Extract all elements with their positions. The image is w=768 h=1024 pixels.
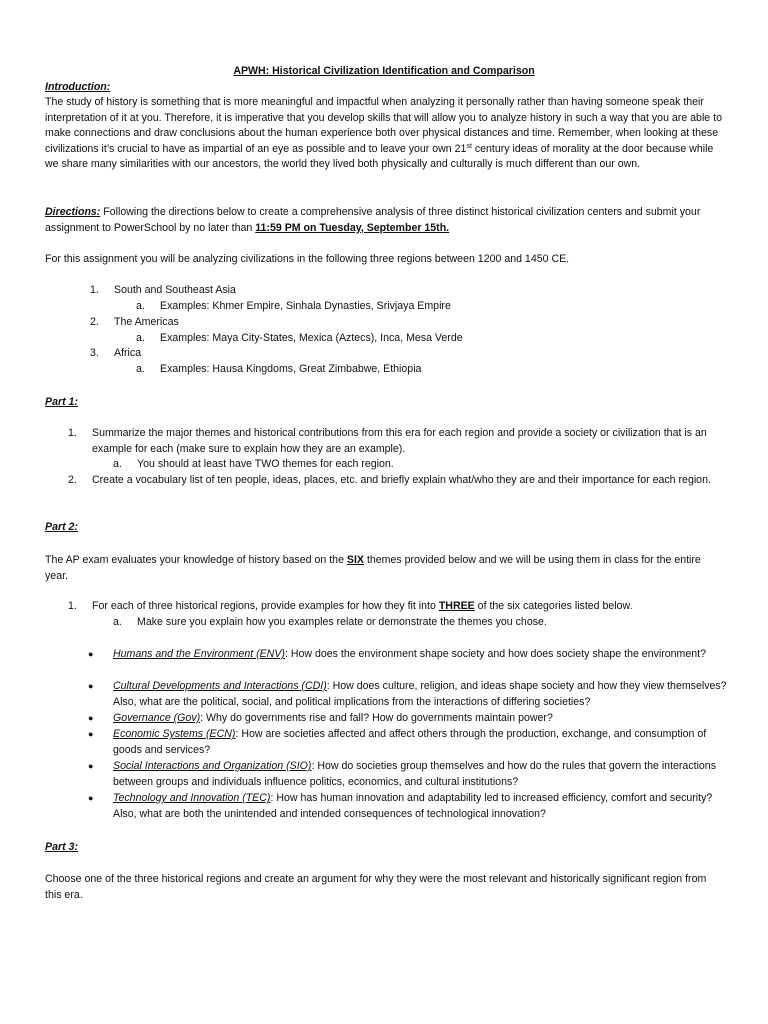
part1-item: 2. Create a vocabulary list of ten people, ideas, places, etc. and briefly explain what/who they are and their importance for each region. [68,474,711,486]
region-examples: a. Examples: Khmer Empire, Sinhala Dynasties, Srivjaya Empire [136,300,451,312]
region-item: 3. Africa [90,347,142,359]
directions-heading: Directions: [45,206,101,218]
part2-paragraph: The AP exam evaluates your knowledge of history based on the SIX themes provided below and we will be using them in class for the entire year. [45,554,701,582]
bullet-icon: ● [88,681,94,691]
bullet-icon: ● [88,729,94,739]
intro-paragraph: The study of history is something that is more meaningful and impactful when analyzing it personally rather than having someone speak their interpretation of it at you. Therefore, it is imperative that you develop skills that will allow you to analyze history in such a way that you are able to make connections and draw conclusions about the human experience both over physical distances and time. Remember, when looking at these civilizations it’s crucial to have as impartial of an eye as possible and to leave your own 21st century ideas of morality at the door because while we share many similarities with our ancestors, the world they lived both physically and culturally is much different than our own. [45,96,722,171]
bullet-icon: ● [88,793,94,803]
region-item: 1. South and Southeast Asia [90,284,236,296]
bullet-icon: ● [88,649,94,659]
part3-heading: Part 3: [45,841,78,853]
part2-subitem: a. Make sure you explain how you examples relate or demonstrate the themes you chose. [113,616,547,628]
region-examples: a. Examples: Maya City-States, Mexica (Aztecs), Inca, Mesa Verde [136,332,463,344]
intro-heading: Introduction: [45,81,111,93]
deadline: 11:59 PM on Tuesday, September 15th. [255,221,450,234]
region-examples: a. Examples: Hausa Kingdoms, Great Zimbabwe, Ethiopia [136,363,422,375]
regions-intro: For this assignment you will be analyzing civilizations in the following three regions between 1200 and 1450 CE. [45,253,570,265]
part1-item: 1. Summarize the major themes and historical contributions from this era for each region and provide a society or civilization that is an example for each (make sure to explain how they are an example). [68,427,707,455]
part3-paragraph: Choose one of the three historical regions and create an argument for why they were the most relevant and historically significant region from this era. [45,873,707,901]
part2-item: 1. For each of three historical regions, provide examples for how they fit into THREE of the six categories listed below. [68,600,633,612]
bullet-icon: ● [88,713,94,723]
part2-heading: Part 2: [45,521,78,533]
bullet-icon: ● [88,761,94,771]
document-page: APWH: Historical Civilization Identification and Comparison Introduction: The study of history is something that is more meaningful and impactful when analyzing it personally rather than having someone speak their interpretation of it at you. Therefore, it is imperative that you develop skills that will allow you to analyze history in such a way that you are able to make connections and draw conclusions about the human experience both over physical distances and time. Remember, when looking at these civilizations it’s crucial to have as impartial of an eye as possible and to leave your own 21st century ideas of morality at the door because while we share many similarities with our ancestors, the world they lived both physically and culturally is much different than our own. Directions: Following the directions below to create a comprehensive analysis of three distinct historical civilization centers and submit your assignment to PowerSchool by no later than 11:59 PM on Tuesday, September 15th. For this assignment you will be analyzing civilizations in the following three regions between 1200 and 1450 CE. 1. South and Southeast Asia a. Examples: Khmer Empire, Sinhala Dynasties, Srivjaya Empire 2. The Americas a. Examples: Maya City-States, Mexica (Aztecs), Inca, Mesa Verde 3. Africa a. Examples: Hausa Kingdoms, Great Zimbabwe, Ethiopia Part 1: 1. Summarize the major themes and historical contributions from this era for each region and provide a society or civilization that is an example for each (make sure to explain how they are an example). a. You should at least have TWO themes for each region. 2. Create a vocabulary list of ten people, ideas, places, etc. and briefly explain what/who they are and their importance for each region. Part 2: The AP exam evaluates your knowledge of history based on the SIX themes provided below and we will be using them in class for the entire year. 1. For each of three historical regions, provide examples for how they fit into THREE of the six categories listed below. a. Make sure you explain how you examples relate or demonstrate the themes you chose. ● Humans and the Environment (ENV): How does the environment shape society and how does society shape the environment? ● Cultural Developments and Interactions (CDI): How does culture, religion, and ideas shape society and how they view themselves? Also, what are the political, social, and political implications from the interactions of differing societies? ● Governance (Gov): Why do governments rise and fall? How do governments maintain power? ● Economic Systems (ECN): How are societies affected and affect others through the production, exchange, and consumption of goods and services? ● Social Interactions and Organization (SIO): How do societies group themselves and how do the rules that govern the interactions between groups and individuals influence politics, economics, and cultural institutions? ● Technology and Innovation (TEC): How has human innovation and adaptability led to increased efficiency, comfort and security? Also, what are both the unintended and intended consequences of technological innovation? Part 3: Choose one of the three historical regions and create an argument for why they were the most relevant and historically significant region from this era. [0,0,768,1024]
part1-subitem: a. You should at least have TWO themes for each region. [113,458,394,470]
document-title: APWH: Historical Civilization Identification and Comparison [233,65,535,77]
region-item: 2. The Americas [90,316,179,328]
directions-paragraph: Directions: Following the directions below to create a comprehensive analysis of three distinct historical civilization centers and submit your assignment to PowerSchool by no later than 11:59 PM on Tuesday, September 15th. [45,206,701,234]
part1-heading: Part 1: [45,396,78,408]
